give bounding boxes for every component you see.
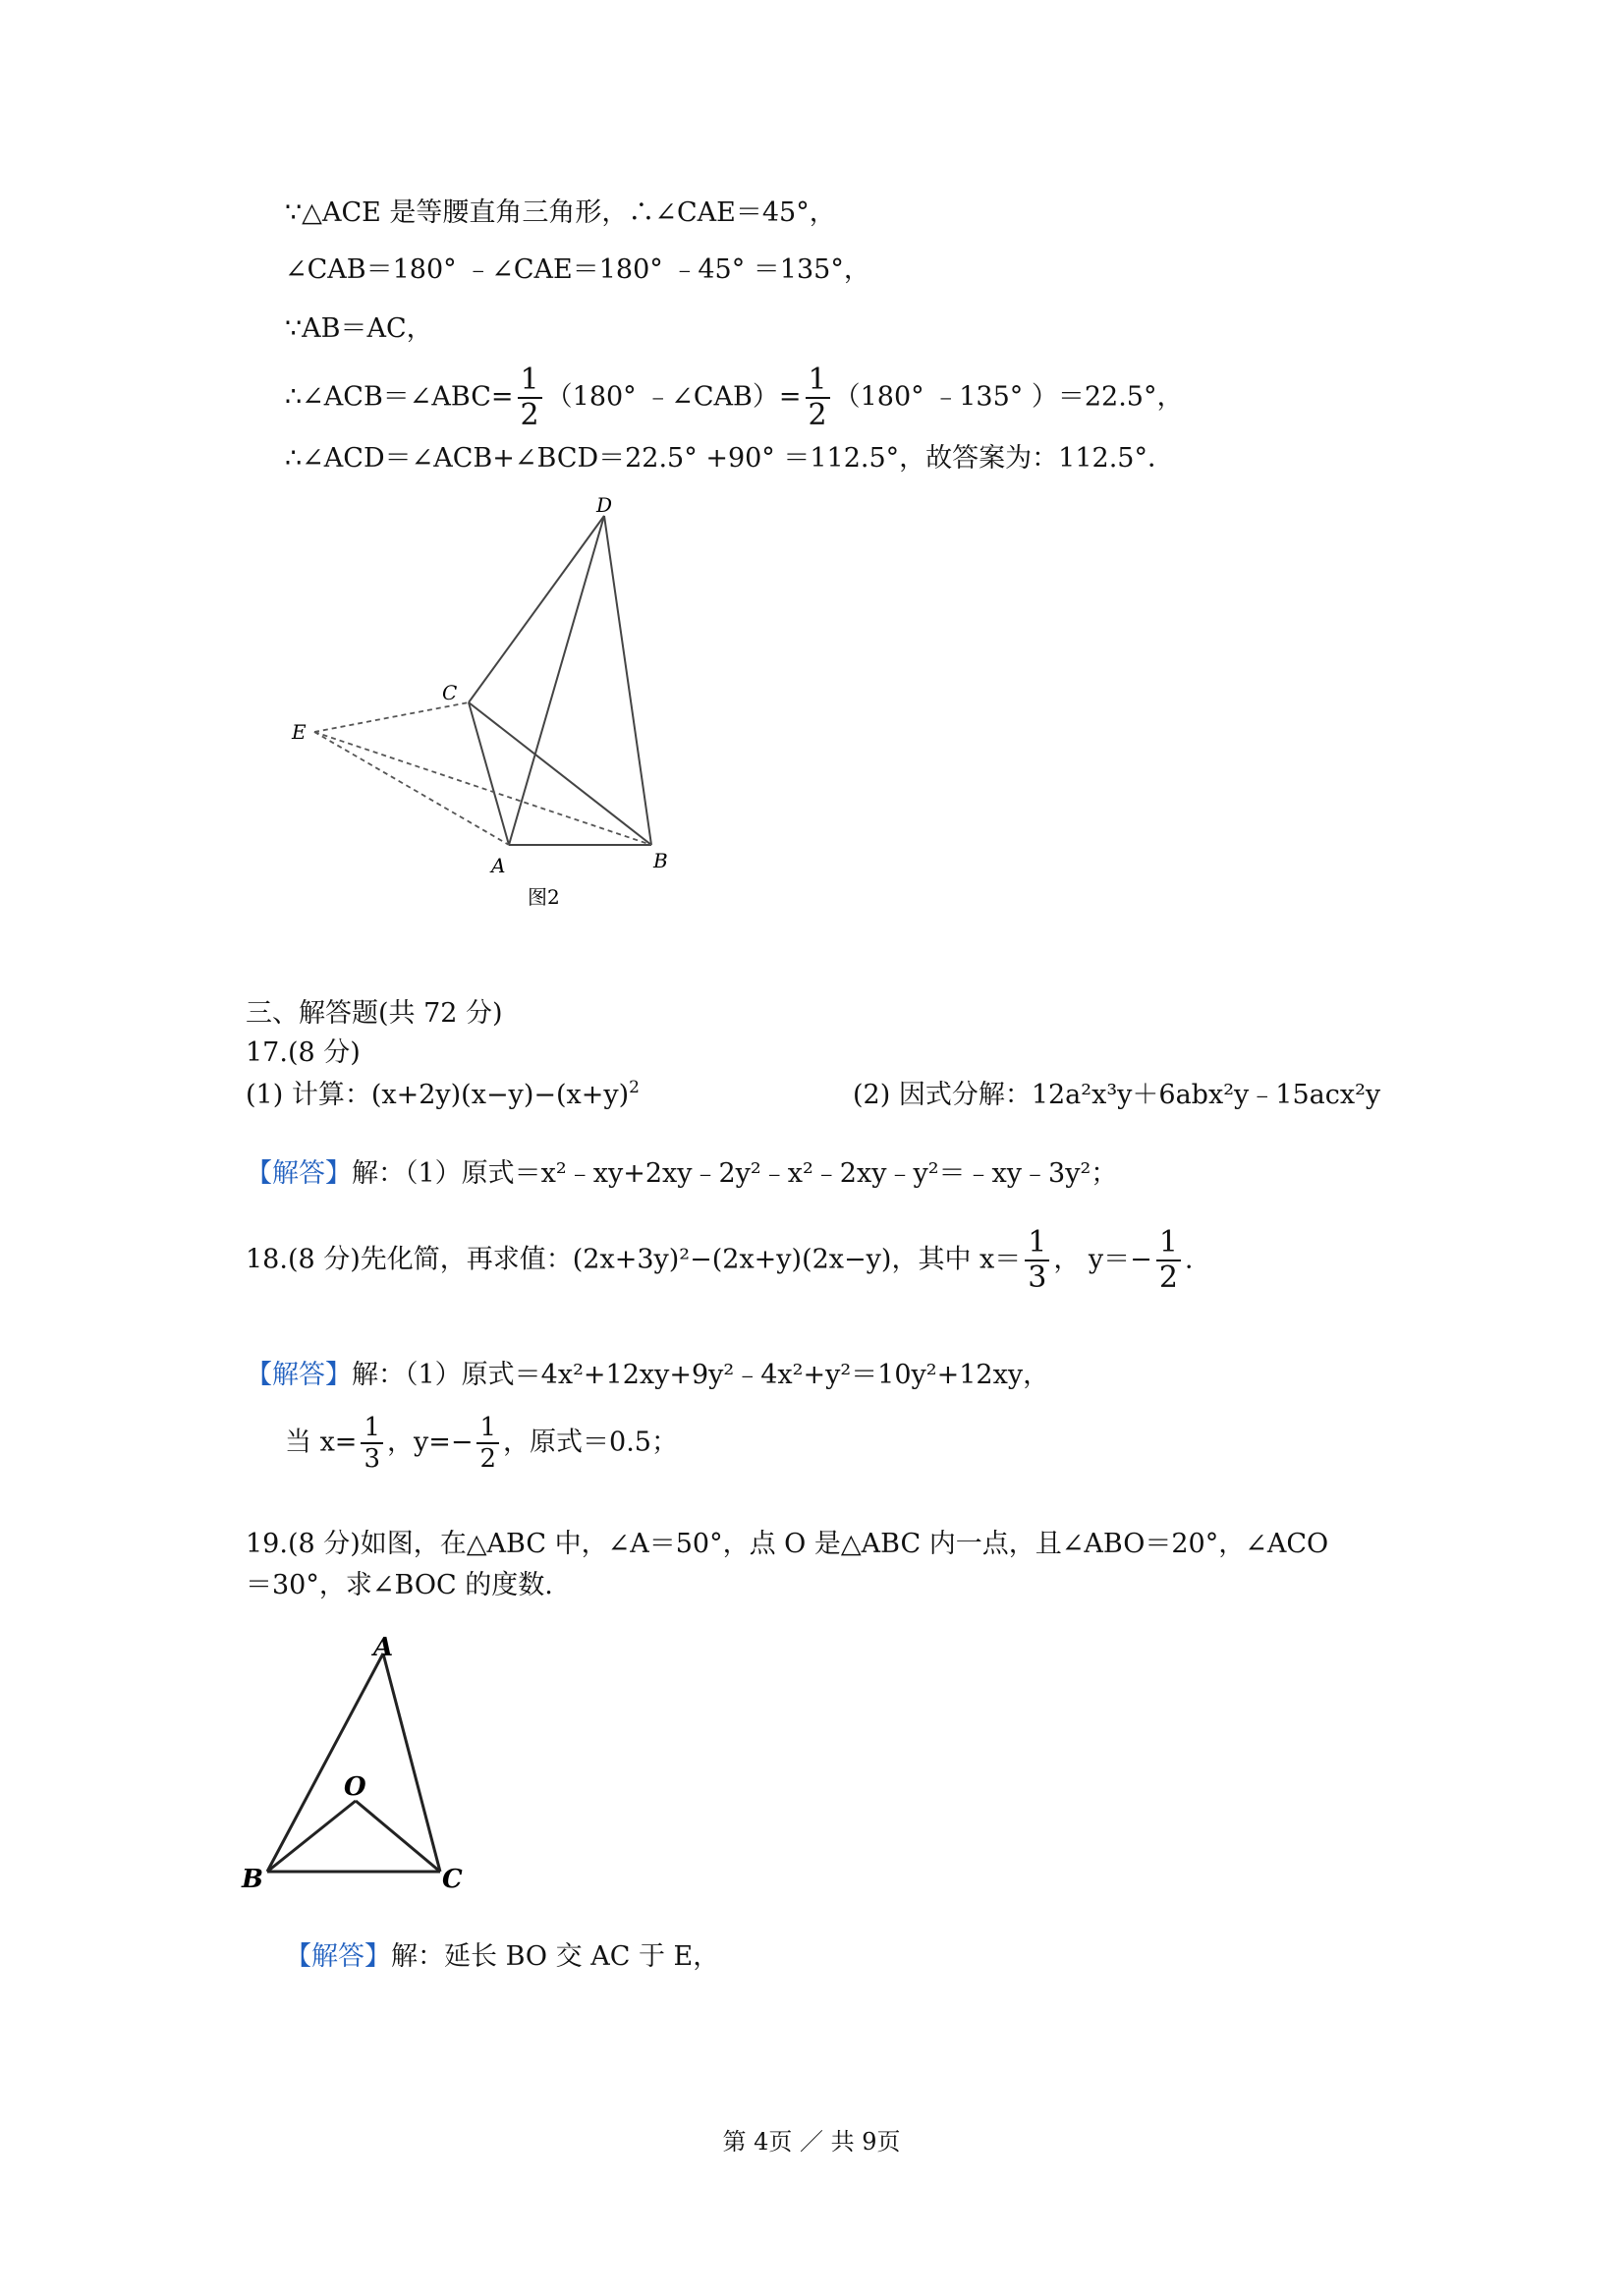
answer-19: 【解答】解：延长 BO 交 AC 于 E， [285,1941,720,1972]
fig19-label-b: B [242,1865,263,1894]
solution-line-2: ∠CAB＝180° ﹣∠CAE＝180° ﹣45° ＝135°， [285,254,870,285]
solution-line-4 [285,365,1183,430]
solution-line-1: ∵△ACE 是等腰直角三角形，∴∠CAE＝45°， [285,197,836,228]
fraction-one-half: $\frac{1}{2}$ [518,365,542,430]
question-19-line-2: ＝30°，求∠BOC 的度数. [246,1570,553,1600]
question-17-part-1: (1) 计算：$(x+2y)(x-y)-(x+y)^2$ [246,1078,640,1110]
figure-19-diagram [236,1626,491,1901]
fraction-y-value-2: $\frac{1}{2}$ [476,1415,499,1472]
answer-18-line-2: 当 x= $\frac{1}{3}$ ，y=− $\frac{1}{2}$ ，原式＝0.5； [285,1413,678,1474]
answer-17: 【解答】解：（1）原式＝x²﹣xy+2xy﹣2y²﹣x²﹣2xy﹣y²＝﹣xy﹣3y²； [246,1158,1118,1189]
fig2-label-c: C [442,681,458,704]
answer-tag: 【解答】 [285,1941,391,1972]
figure-2-diagram [280,496,693,928]
fig2-label-a: A [491,854,506,877]
solution-line-4-part-c: （180° ﹣135° ）＝22.5°， [833,381,1184,413]
fig2-label-d: D [596,496,613,517]
fig2-label-e: E [292,720,307,744]
fig2-caption: 图2 [528,885,560,909]
fig2-label-b: B [653,849,668,872]
fraction-y-value: $\frac{1}{2}$ [1156,1228,1181,1293]
solution-line-4-part-a: ∴∠ACB＝∠ABC= [285,381,514,413]
question-18: 18.(8 分)先化简，再求值：(2x+3y)²−(2x+y)(2x−y)，其中 x＝ $\frac{1}{3}$ ， y＝− $\frac{1}{2}$ . [246,1225,1194,1295]
fig19-label-a: A [373,1633,394,1662]
answer-18-line-1: 【解答】解：（1）原式＝4x²+12xy+9y²﹣4x²+y²＝10y²+12xy， [246,1360,1050,1390]
solution-line-4-part-b: （180° ﹣∠CAB）= [545,381,802,413]
fraction-x-value: $\frac{1}{3}$ [1025,1228,1049,1293]
solution-line-3: ∵AB＝AC， [285,313,433,344]
fig19-label-o: O [344,1772,366,1802]
answer-tag: 【解答】 [246,1360,352,1390]
fraction-one-half-2: $\frac{1}{2}$ [806,365,830,430]
page-footer: 第 4页 ／ 共 9页 [722,2128,901,2156]
fig19-label-c: C [442,1865,463,1894]
question-17-heading: 17.(8 分) [246,1037,361,1068]
fraction-x-value-2: $\frac{1}{3}$ [361,1415,383,1472]
question-17-part-2: (2) 因式分解：12a²x³y＋6abx²y﹣15acx²y [853,1080,1381,1110]
question-19-line-1: 19.(8 分)如图，在△ABC 中，∠A＝50°，点 O 是△ABC 内一点，且∠ABO＝20°，∠ACO [246,1529,1329,1559]
section-heading: 三、解答题(共 72 分) [246,998,503,1029]
answer-tag: 【解答】 [246,1158,352,1189]
solution-line-5: ∴∠ACD＝∠ACB+∠BCD＝22.5° +90° ＝112.5°，故答案为：112.5°． [285,443,1174,474]
